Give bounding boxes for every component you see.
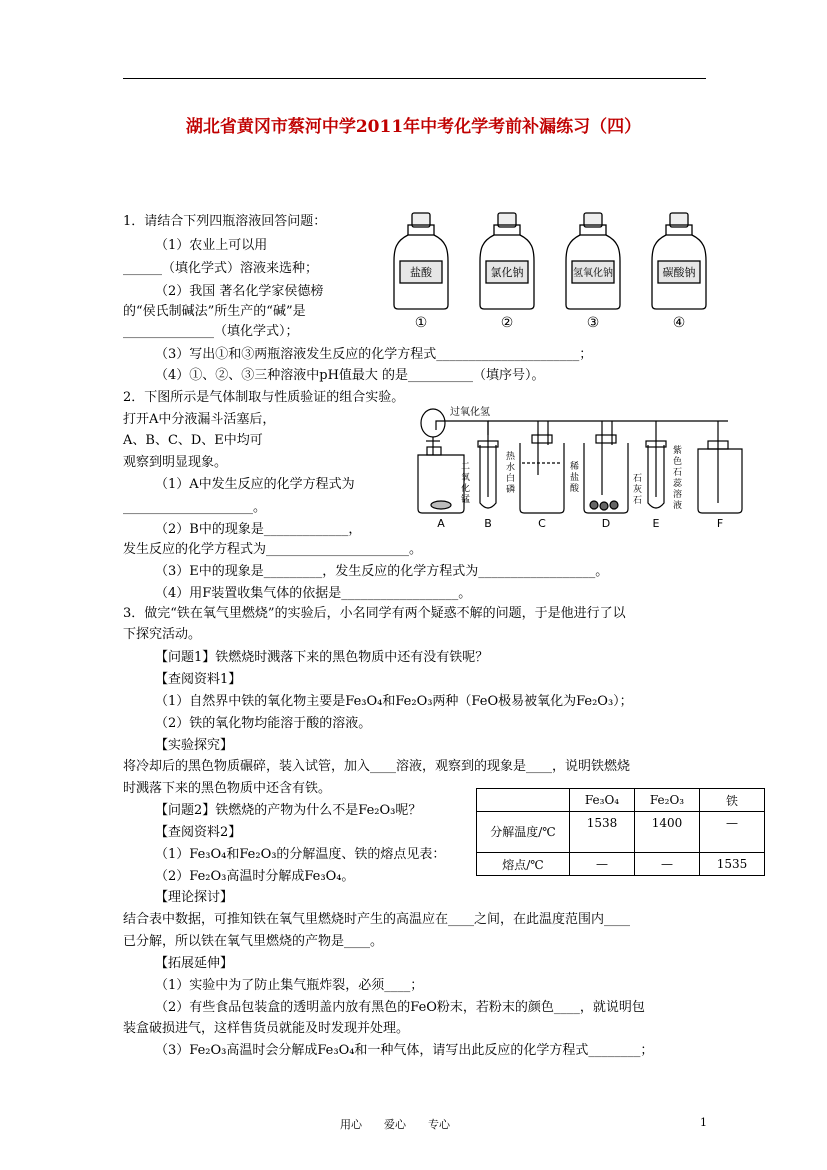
table-cell: — — [570, 853, 635, 876]
q3-line: （1）Fe₃O₄和Fe₂O₃的分解温度、铁的熔点见表： — [155, 847, 446, 862]
q3-line: 已分解，所以铁在氧气里燃烧的产物是____。 — [123, 934, 384, 949]
q3-line: （1）实验中为了防止集气瓶炸裂，必须____； — [155, 978, 424, 993]
table-row — [477, 789, 765, 812]
bottle-number: ③ — [586, 315, 600, 331]
page-title: 湖北省黄冈市蔡河中学2011年中考化学考前补漏练习（四） — [185, 117, 642, 137]
apparatus-figure — [408, 385, 744, 530]
q1-line: （2）我国 著名化学家侯德榜 — [155, 284, 324, 299]
funnel-label: 过氧化氢 — [450, 407, 490, 418]
q1-line: （1）农业上可以用 — [155, 238, 268, 253]
bottle-label: 盐酸 — [410, 266, 432, 279]
apparatus-letter: C — [538, 517, 546, 530]
table-row — [477, 853, 765, 876]
bottle-label: 碳酸钠 — [662, 266, 696, 279]
q2-line: （1）A中发生反应的化学方程式为 — [155, 477, 355, 492]
apparatus-letter: F — [716, 517, 724, 530]
table-header-cell: Fe₂O₃ — [635, 789, 700, 812]
q2-line: 发生反应的化学方程式为______________________。 — [123, 542, 423, 557]
q3-line: 【问题2】铁燃烧的产物为什么不是Fe₂O₃呢？ — [155, 803, 422, 818]
q2-line: （4）用F装置收集气体的依据是__________________。 — [155, 586, 472, 601]
q3-line: 【理论探讨】 — [155, 890, 234, 905]
table-cell: 1535 — [700, 853, 765, 876]
q3-line: （2）有些食品包装盒的透明盖内放有黑色的FeO粉末，若粉末的颜色____，就说明包 — [155, 1000, 645, 1015]
q3-line: 时溅落下来的黑色物质中还含有铁。 — [123, 781, 332, 796]
bottle-number: ④ — [672, 315, 686, 331]
page-number: 1 — [700, 1116, 707, 1129]
q1-line: ______________（填化学式）； — [123, 324, 299, 339]
apparatus-letter: B — [484, 517, 492, 530]
q3-line: （3）Fe₂O₃高温时会分解成Fe₃O₄和一种气体，请写出此反应的化学方程式________； — [155, 1043, 654, 1058]
q2-line: （3）E中的现象是_________，发生反应的化学方程式为__________________。 — [155, 564, 609, 579]
apparatus-letter: D — [601, 517, 611, 530]
reagent-label: 石灰石 — [633, 474, 643, 506]
table-header-cell: Fe₃O₄ — [570, 789, 635, 812]
q2-line: ____________________。 — [123, 500, 267, 515]
table-header-cell — [477, 789, 570, 812]
bottles-figure — [380, 205, 720, 335]
reagent-label: 热水白磷 — [506, 452, 516, 495]
q3-line: 结合表中数据，可推知铁在氧气里燃烧时产生的高温应在____之间，在此温度范围内____ — [123, 912, 631, 927]
q2-line: 观察到明显现象。 — [123, 455, 228, 470]
table-cell: 分解温度/℃ — [477, 812, 570, 853]
q2-line: （2）B中的现象是_____________， — [155, 522, 362, 537]
q3-line: 装盒破损进气，这样售货员就能及时发现并处理。 — [123, 1021, 410, 1036]
table-cell: 1400 — [635, 812, 700, 853]
reagent-label: 紫色石蕊溶液 — [673, 446, 683, 511]
bottle-label: 氯化钠 — [490, 266, 524, 279]
q3-line: 【查阅资料2】 — [155, 825, 242, 840]
reagent-label: 二氧化锰 — [461, 462, 471, 505]
apparatus-letter: A — [437, 517, 445, 530]
header-rule — [123, 78, 706, 79]
q3-line: 【拓展延伸】 — [155, 956, 234, 971]
table-cell: — — [635, 853, 700, 876]
bottle-number: ① — [414, 315, 428, 331]
bottle-label: 氢氧化钠 — [573, 268, 613, 279]
table-header-cell: 铁 — [700, 789, 765, 812]
q1-line: （3）写出①和③两瓶溶液发生反应的化学方程式______________________； — [155, 347, 593, 362]
q1-line: （4）①、②、③三种溶液中pH值最大 的是__________（填序号）。 — [155, 368, 545, 383]
q2-line: 2．下图所示是气体制取与性质验证的组合实验。 — [123, 390, 405, 405]
q3-line: （2）铁的氧化物均能溶于酸的溶液。 — [155, 716, 372, 731]
q3-line: 【实验探究】 — [155, 738, 234, 753]
q3-line: （2）Fe₂O₃高温时分解成Fe₃O₄。 — [155, 869, 355, 884]
q3-line: 下探究活动。 — [123, 627, 202, 642]
q3-line: 将冷却后的黑色物质碾碎，装入试管，加入____溶液，观察到的现象是____，说明铁燃烧 — [123, 759, 631, 774]
footer-motto: 用心 爱心 专心 — [340, 1118, 450, 1131]
q3-line: 【问题1】铁燃烧时溅落下来的黑色物质中还有没有铁呢？ — [155, 650, 489, 665]
apparatus-letter: E — [652, 517, 660, 530]
bottle-number: ② — [500, 315, 514, 331]
q1-line: ______（填化学式）溶液来选种； — [123, 261, 319, 276]
q3-line: 【查阅资料1】 — [155, 672, 242, 687]
table-cell: 熔点/℃ — [477, 853, 570, 876]
reagent-label: 稀盐酸 — [570, 462, 580, 494]
properties-table — [476, 788, 765, 876]
table-row — [477, 812, 765, 853]
table-cell: 1538 — [570, 812, 635, 853]
q1-line: 的“侯氏制碱法”所生产的“碱”是 — [123, 304, 306, 319]
q2-line: A、B、C、D、E中均可 — [123, 433, 263, 448]
q3-line: 3．做完“铁在氧气里燃烧”的实验后，小名同学有两个疑惑不解的问题，于是他进行了以 — [123, 606, 626, 621]
table-cell: — — [700, 812, 765, 853]
q2-line: 打开A中分液漏斗活塞后， — [123, 412, 276, 427]
q1-line: 1．请结合下列四瓶溶液回答问题： — [123, 214, 327, 229]
q3-line: （1）自然界中铁的氧化物主要是Fe₃O₄和Fe₂O₃两种（FeO极易被氧化为Fe₂O₃）； — [155, 694, 633, 709]
